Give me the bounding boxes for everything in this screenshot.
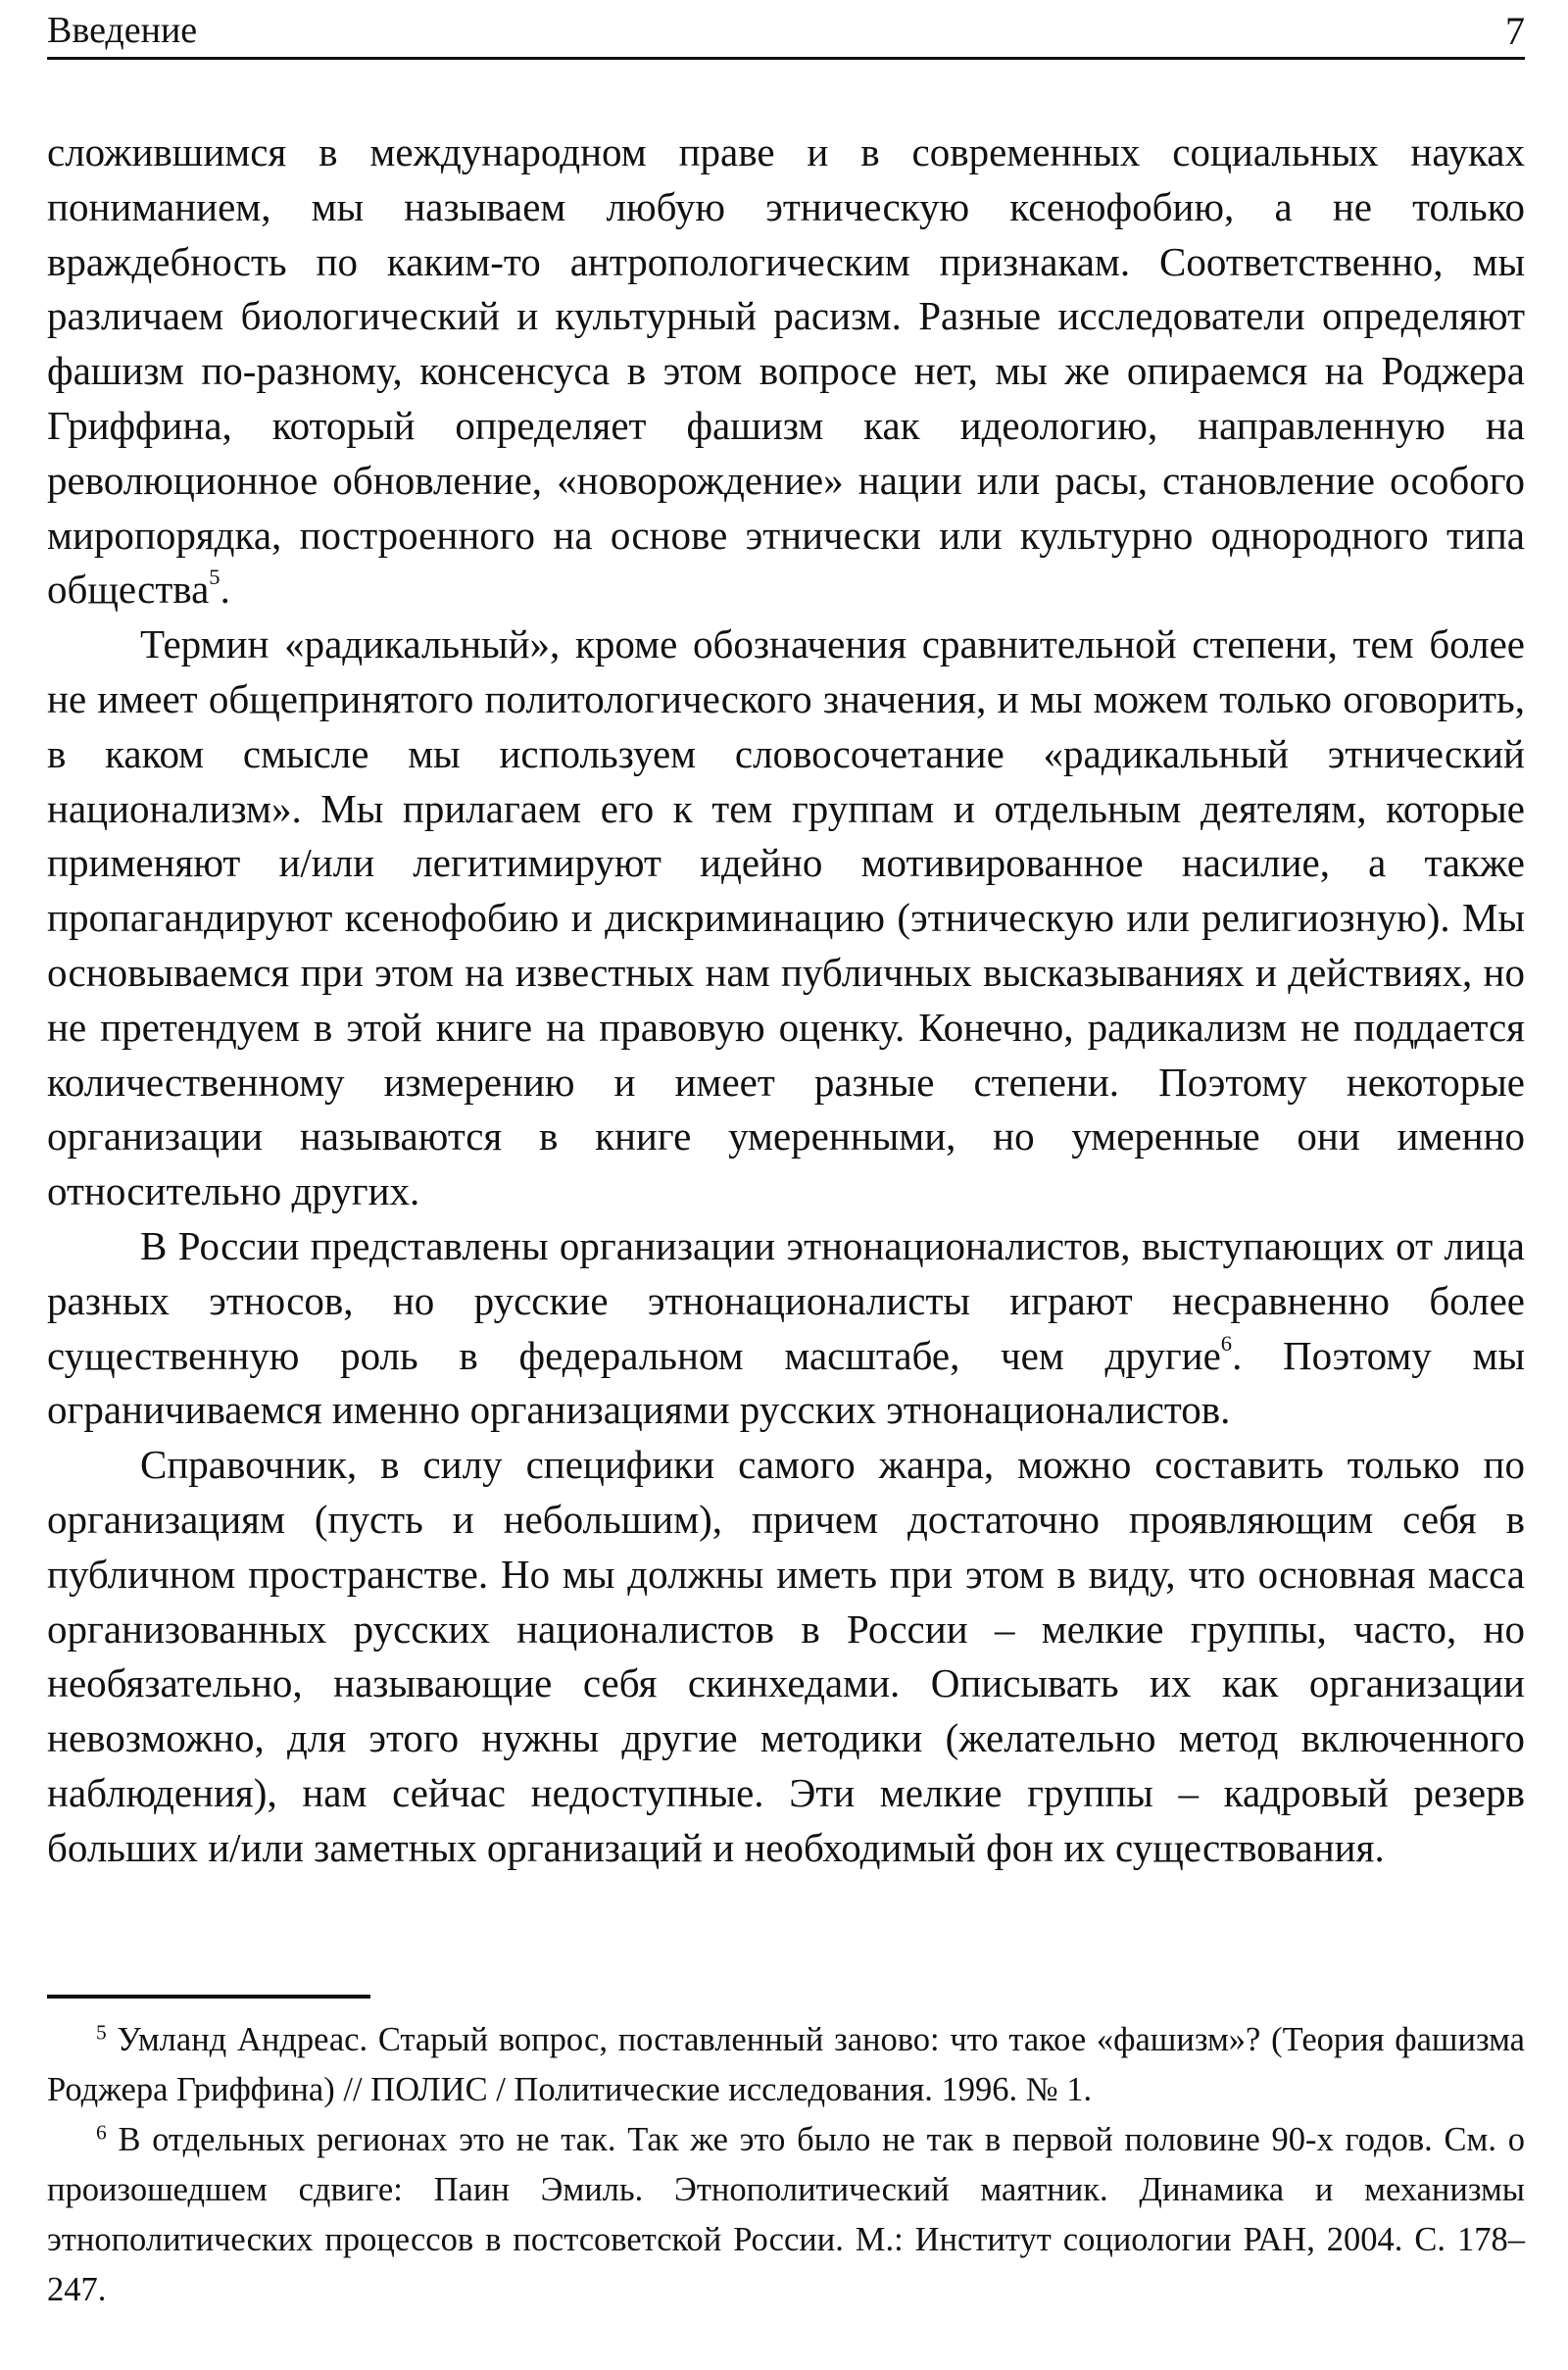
paragraph-3-text-b: . Поэтому мы ограничиваемся именно организациями русских этнонационалистов. [47,1332,1525,1433]
paragraph-3-text-a: В России представлены организации этнонационалистов, выступающих от лица разных этносов, но русские этнонационалисты играют несравненно более существенную роль в федеральном масштабе, чем другие [47,1222,1525,1378]
footnote-5-mark: 5 [96,2020,107,2045]
paragraph-1-text: сложившимся в международном праве и в современных социальных науках пониманием, мы называем любую этническую ксенофобию, а не только враждебность по каким-то антропологическим признакам. Соответственно, мы различаем биологический и культурный расизм. Разные исследователи определяют фашизм по-разному, консенсуса в этом вопросе нет, мы же опираемся на Роджера Гриффина, который определяет фашизм как идеологию, направленную на революционное обновление, «новорождение» нации или расы, становление особого миропорядка, построенного на основе этнически или культурно однородного типа общества [47,129,1525,613]
footnote-6-text: В отдельных регионах это не так. Так же это было не так в первой половине 90-х годов. См. о произошедшем сдвиге: Паин Эмиль. Этнополитический маятник. Динамика и механизмы этнополитических процессов в постсоветской России. М.: Институт социологии РАН, 2004. С. 178–247. [47,2121,1525,2308]
footnote-6 [47,2115,1525,2315]
footnote-divider [47,1995,370,1999]
footnote-6-mark: 6 [96,2120,107,2145]
paragraph-3 [47,1219,1525,1438]
paragraph-1 [47,125,1525,617]
paragraph-1-end: . [220,567,230,613]
section-title: Введение [47,10,198,51]
footnote-ref-5: 5 [209,565,220,590]
footnotes [47,2015,1525,2315]
running-header [47,4,1525,60]
paragraph-4: Справочник, в силу специфики самого жанра, можно составить только по организациям (пусть и небольшим), причем достаточно проявляющим себя в публичном пространстве. Но мы должны иметь при этом в виду, что основная масса организованных русских националистов в России – мелкие группы, часто, но необязательно, называющие себя скинхедами. Описывать их как организации невозможно, для этого нужны другие методики (желательно метод включенного наблюдения), нам сейчас недоступные. Эти мелкие группы – кадровый резерв больших и/или заметных организаций и необходимый фон их существования. [47,1442,1525,1870]
book-page [47,0,1525,2370]
paragraph-2: Термин «радикальный», кроме обозначения сравнительной степени, тем более не имеет общепринятого политологического значения, и мы можем только оговорить, в каком смысле мы используем словосочетание «радикальный этнический национализм». Мы прилагаем его к тем группам и отдельным деятелям, которые применяют и/или легитимируют идейно мотивированное насилие, а также пропагандируют ксенофобию и дискриминацию (этническую или религиозную). Мы основываемся при этом на известных нам публичных высказываниях и действиях, но не претендуем в этой книге на правовую оценку. Конечно, радикализм не поддается количественному измерению и имеет разные степени. Поэтому некоторые организации называются в книге умеренными, но умеренные они именно относительно других. [47,621,1525,1214]
footnote-5 [47,2015,1525,2115]
page-number: 7 [1505,8,1525,53]
main-text [47,125,1525,1876]
footnote-ref-6: 6 [1220,1330,1233,1356]
footnote-5-text: Умланд Андреас. Старый вопрос, поставленный заново: что такое «фашизм»? (Теория фашизма Роджера Гриффина) // ПОЛИС / Политические исследования. 1996. № 1. [47,2021,1525,2108]
